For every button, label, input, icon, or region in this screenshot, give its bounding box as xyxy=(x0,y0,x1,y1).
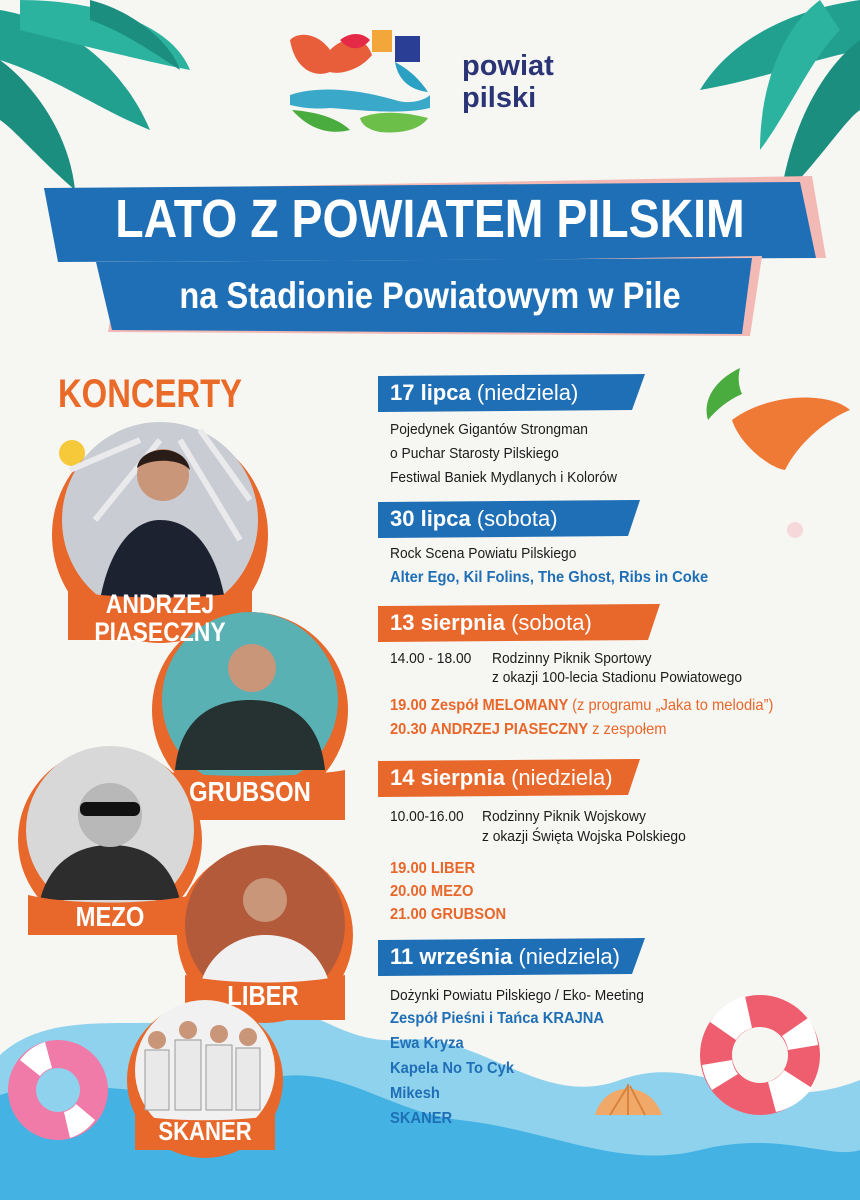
weekday-text: (sobota) xyxy=(476,506,558,531)
artist-name-line-1: ANDRZEJ xyxy=(105,589,215,619)
artist-label-mezo: MEZO xyxy=(75,901,145,932)
performer-line: Kapela No To Cyk xyxy=(390,1060,515,1077)
event-line: Pojedynek Gigantów Strongman xyxy=(390,421,588,438)
performer-line: Ewa Kryza xyxy=(390,1035,464,1052)
performer-line: SKANER xyxy=(390,1110,453,1127)
palm-leaf-right-icon xyxy=(700,0,860,200)
artist-label-piaseczny xyxy=(75,590,245,646)
event-time: 10.00-16.00 xyxy=(390,808,464,825)
logo-line-2: pilski xyxy=(462,82,537,114)
performer-line: 20.00 MEZO xyxy=(390,883,474,900)
performer-note: (z programu „Jaka to melodia”) xyxy=(572,697,774,714)
weekday-text: (niedziela) xyxy=(476,380,579,405)
logo-wordmark xyxy=(462,50,554,114)
powiat-pilski-logo-icon xyxy=(290,30,430,132)
performer-name: 19.00 Zespół MELOMANY xyxy=(390,697,569,714)
date-text: 13 sierpnia xyxy=(390,610,505,635)
event-line: Festiwal Baniek Mydlanych i Kolorów xyxy=(390,469,618,486)
main-title: LATO Z POWIATEM PILSKIM xyxy=(115,189,745,249)
performer-line: Mikesh xyxy=(390,1085,440,1102)
event-line: Dożynki Powiatu Pilskiego / Eko- Meeting xyxy=(390,987,644,1004)
swim-ring-left-icon xyxy=(8,1040,108,1140)
event-line: Rock Scena Powiatu Pilskiego xyxy=(390,545,577,562)
artist-label-skaner: SKANER xyxy=(158,1116,252,1146)
logo-line-1: powiat xyxy=(462,50,554,82)
performer-line xyxy=(390,721,667,739)
subtitle: na Stadionie Powiatowym w Pile xyxy=(179,275,681,316)
event-line: Rodzinny Piknik Sportowy xyxy=(492,650,652,667)
weekday-text: (sobota) xyxy=(511,610,592,635)
event-line: z okazji 100-lecia Stadionu Powiatowego xyxy=(492,669,743,686)
event-line: Rodzinny Piknik Wojskowy xyxy=(482,808,646,825)
performer-line: 21.00 GRUBSON xyxy=(390,906,507,923)
date-text: 14 sierpnia xyxy=(390,765,505,790)
palm-leaf-left-icon xyxy=(0,0,190,190)
event-line: o Puchar Starosty Pilskiego xyxy=(390,445,559,462)
event-time: 14.00 - 18.00 xyxy=(390,650,472,667)
date-text: 17 lipca xyxy=(390,380,471,405)
swim-ring-right-icon xyxy=(700,995,820,1115)
weekday-text: (niedziela) xyxy=(511,765,613,790)
green-leaf-icon xyxy=(707,368,742,420)
date-text: 30 lipca xyxy=(390,506,471,531)
event-line: z okazji Święta Wojska Polskiego xyxy=(482,828,686,845)
performer-line: Alter Ego, Kil Folins, The Ghost, Ribs in Coke xyxy=(390,569,709,586)
artist-label-liber: LIBER xyxy=(227,980,299,1011)
section-heading-koncerty: KONCERTY xyxy=(58,372,243,416)
artist-name-line-2: PIASECZNY xyxy=(94,617,226,647)
performer-note: z zespołem xyxy=(592,721,667,738)
date-text: 11 września xyxy=(390,944,513,969)
performer-line: 19.00 LIBER xyxy=(390,860,476,877)
performer-name: 20.30 ANDRZEJ PIASECZNY xyxy=(390,721,588,738)
performer-line xyxy=(390,697,773,715)
orange-splash-icon xyxy=(732,398,850,470)
weekday-text: (niedziela) xyxy=(518,944,620,969)
artist-label-grubson: GRUBSON xyxy=(189,776,311,807)
decor-dot-pink xyxy=(787,522,803,538)
performer-line: Zespół Pieśni i Tańca KRAJNA xyxy=(390,1010,605,1027)
